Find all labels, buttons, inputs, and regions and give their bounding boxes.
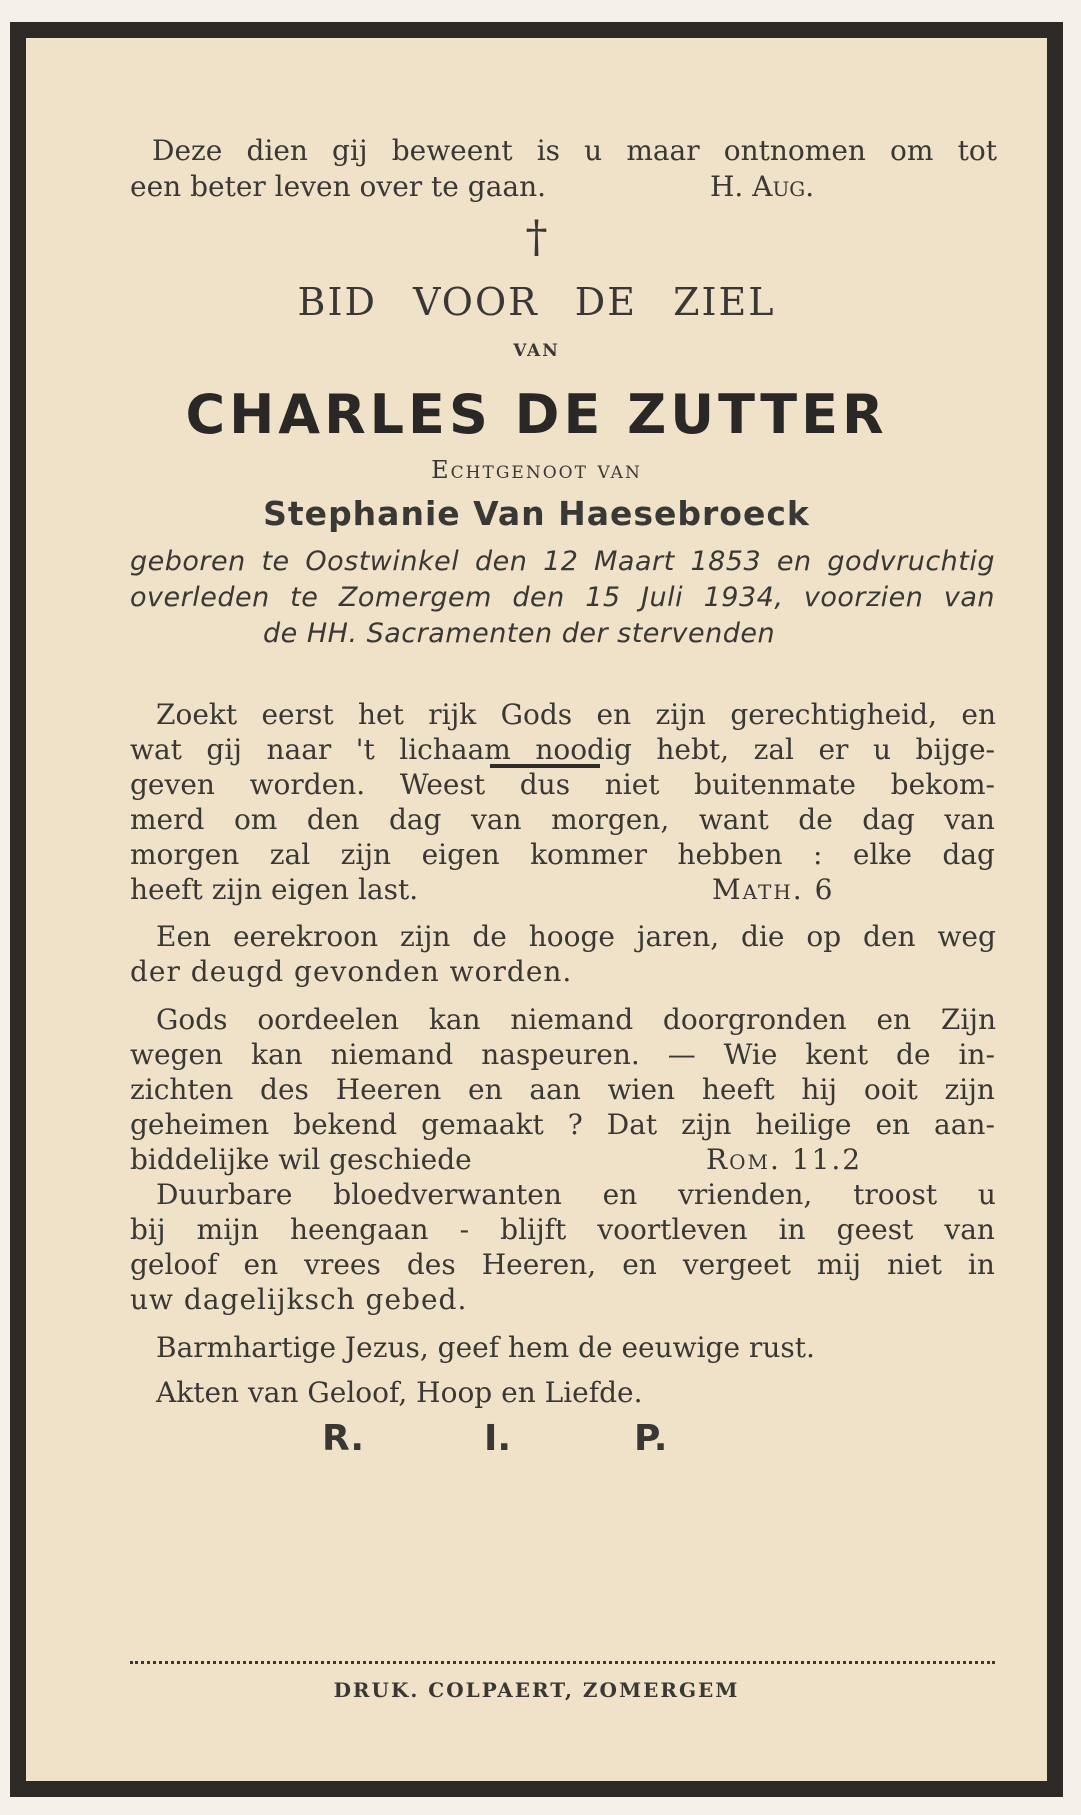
word: naspeuren. — [481, 1038, 640, 1071]
crown-line-1 — [156, 920, 996, 953]
word: want — [698, 803, 769, 836]
word: vergeet — [682, 1248, 791, 1281]
word: dien — [246, 134, 308, 167]
word: ? — [567, 1108, 583, 1141]
word: de — [472, 920, 507, 953]
word: 't — [355, 733, 375, 766]
rom-line-2 — [130, 1038, 995, 1071]
word: gij — [206, 733, 242, 766]
word: tot — [957, 134, 997, 167]
word: het — [358, 698, 404, 731]
word: en — [776, 546, 812, 577]
word: beweent — [391, 134, 513, 167]
deceased-name: CHARLES DE ZUTTER — [185, 383, 888, 446]
word: heengaan — [289, 1213, 429, 1246]
word: kent — [805, 1038, 869, 1071]
word: van — [471, 803, 522, 836]
word: van — [944, 1213, 995, 1246]
math-line-4 — [130, 803, 995, 836]
word: elke — [852, 838, 912, 871]
word: bloedverwanten — [333, 1178, 562, 1211]
word: Wie — [723, 1038, 778, 1071]
math-line-6: heeft zijn eigen last. — [130, 873, 419, 906]
biography-line-2 — [130, 582, 995, 613]
rom-line-1 — [156, 1003, 996, 1036]
word: en — [596, 698, 632, 731]
farewell-line-4: uw dagelijksch gebed. — [130, 1283, 468, 1316]
word: zichten — [130, 1073, 234, 1106]
word: wien — [607, 1073, 676, 1106]
biography-line-1 — [130, 546, 995, 577]
word: des — [260, 1073, 309, 1106]
word: Zoekt — [156, 698, 238, 731]
word: en — [602, 1178, 638, 1211]
word: den — [512, 582, 565, 613]
word: zijn — [340, 838, 392, 871]
crown-line-2: der deugd gevonden worden. — [130, 955, 573, 988]
farewell-line-3 — [130, 1248, 995, 1281]
word: bekom- — [890, 768, 995, 801]
word: Een — [156, 920, 212, 953]
word: buitenmate — [694, 768, 857, 801]
rip-r: R. — [322, 1418, 365, 1459]
word: niet — [604, 768, 660, 801]
prayer-heading: BID VOOR DE ZIEL — [297, 280, 776, 324]
math-source: Math. 6 — [712, 873, 835, 906]
word: zijn — [400, 920, 451, 953]
word: zijn — [681, 1108, 732, 1141]
epigraph-line-2: een beter leven over te gaan. — [130, 170, 547, 203]
prayer-acts: Akten van Geloof, Hoop en Liefde. — [156, 1376, 643, 1409]
word: naar — [266, 733, 332, 766]
word: morgen, — [551, 803, 670, 836]
word: vrees — [304, 1248, 381, 1281]
word: 1934, — [703, 582, 784, 613]
word: voortleven — [597, 1213, 748, 1246]
word: godvruchtig — [827, 546, 995, 577]
word: zijn — [655, 698, 706, 731]
word: eerekroon — [232, 920, 379, 953]
word: heeft — [701, 1073, 775, 1106]
word: zal — [753, 733, 794, 766]
word: gerechtigheid, — [730, 698, 937, 731]
word: ooit — [863, 1073, 918, 1106]
word: u — [977, 1178, 996, 1211]
word: voorzien — [803, 582, 924, 613]
word: niemand — [330, 1038, 454, 1071]
word: Gods — [500, 698, 573, 731]
word: Zomergem — [338, 582, 492, 613]
word: in- — [958, 1038, 995, 1071]
word: den — [306, 803, 360, 836]
word: dag — [942, 838, 995, 871]
word: de — [896, 1038, 931, 1071]
word: op — [806, 920, 842, 953]
word: eigen — [421, 838, 500, 871]
word: doorgronden — [662, 1003, 847, 1036]
word: zijn — [944, 1073, 995, 1106]
math-line-5 — [130, 838, 995, 871]
word: geloof — [130, 1248, 218, 1281]
word: gij — [332, 134, 368, 167]
word: geest — [836, 1213, 914, 1246]
word: wegen — [130, 1038, 224, 1071]
word: geven — [130, 768, 215, 801]
memorial-card — [10, 22, 1063, 1797]
epigraph-line-1 — [152, 134, 997, 167]
word: Heeren, — [481, 1248, 597, 1281]
word: Heeren — [335, 1073, 442, 1106]
prayer-mercy: Barmhartige Jezus, geef hem de eeuwige rust. — [156, 1331, 815, 1364]
word: troost — [853, 1178, 938, 1211]
word: u — [584, 134, 603, 167]
spouse-label: Echtgenoot van — [431, 456, 642, 484]
word: Weest — [399, 768, 486, 801]
word: van — [943, 582, 995, 613]
word: kommer — [530, 838, 647, 871]
word: van — [944, 803, 995, 836]
word: de — [798, 803, 833, 836]
word: vrienden, — [678, 1178, 813, 1211]
epigraph-source: H. Aug. — [710, 170, 815, 203]
dotted-rule — [130, 1661, 995, 1664]
word: hooge — [528, 920, 615, 953]
word: eerst — [261, 698, 334, 731]
rom-source: Rom. 11.2 — [706, 1143, 863, 1176]
word: niemand — [510, 1003, 634, 1036]
word: den — [863, 920, 916, 953]
word: en — [961, 698, 996, 731]
farewell-line-1 — [156, 1178, 996, 1211]
word: — — [667, 1038, 696, 1071]
word: den — [474, 546, 528, 577]
farewell-line-2 — [130, 1213, 995, 1246]
word: dus — [519, 768, 571, 801]
math-line-3 — [130, 768, 995, 801]
word: Maart — [594, 546, 675, 577]
word: niet — [887, 1248, 942, 1281]
rip-i: I. — [484, 1418, 512, 1459]
word: geboren — [130, 546, 246, 577]
word: Oostwinkel — [305, 546, 460, 577]
word: en — [876, 1003, 912, 1036]
word: dag — [862, 803, 915, 836]
word: om — [890, 134, 934, 167]
word: oordeelen — [257, 1003, 400, 1036]
word: hebben — [677, 838, 783, 871]
word: aan- — [934, 1108, 995, 1141]
word: overleden — [130, 582, 270, 613]
word: jaren, — [636, 920, 720, 953]
word: - — [459, 1213, 470, 1246]
word: die — [741, 920, 785, 953]
word: : — [812, 838, 823, 871]
word: mij — [816, 1248, 862, 1281]
biography-line-3: de HH. Sacramenten der stervenden — [263, 618, 776, 649]
word: en — [622, 1248, 657, 1281]
word: er — [818, 733, 849, 766]
word: worden. — [249, 768, 366, 801]
word: om — [233, 803, 278, 836]
word: morgen — [130, 838, 240, 871]
word: rijk — [428, 698, 477, 731]
of-label: VAN — [513, 341, 560, 361]
word: Zijn — [940, 1003, 996, 1036]
word: bijge- — [915, 733, 995, 766]
word: geheimen — [130, 1108, 270, 1141]
word: bekend — [293, 1108, 398, 1141]
word: is — [536, 134, 561, 167]
word: Duurbare — [156, 1178, 293, 1211]
word: ontnomen — [723, 134, 866, 167]
rom-line-4 — [130, 1108, 995, 1141]
rom-line-3 — [130, 1073, 995, 1106]
math-line-2 — [130, 733, 995, 766]
rip-p: P. — [634, 1418, 668, 1459]
word: lichaam — [399, 733, 511, 766]
word: gemaakt — [421, 1108, 544, 1141]
word: heilige — [755, 1108, 852, 1141]
word: zal — [269, 838, 311, 871]
printer-imprint: DRUK. COLPAERT, ZOMERGEM — [333, 1678, 740, 1702]
word: 1853 — [690, 546, 762, 577]
word: en — [875, 1108, 911, 1141]
word: mijn — [196, 1213, 259, 1246]
word: in — [778, 1213, 806, 1246]
word: kan — [428, 1003, 481, 1036]
word: hebt, — [656, 733, 730, 766]
word: hij — [801, 1073, 838, 1106]
math-line-1 — [156, 698, 996, 731]
word: blijft — [500, 1213, 567, 1246]
word: 15 — [585, 582, 621, 613]
word: Juli — [641, 582, 684, 613]
word: Dat — [606, 1108, 658, 1141]
rom-line-5: biddelijke wil geschiede — [130, 1143, 472, 1176]
word: noodig — [535, 733, 632, 766]
word: kan — [250, 1038, 303, 1071]
word: en — [468, 1073, 503, 1106]
word: in — [967, 1248, 995, 1281]
cross-icon: † — [525, 212, 548, 263]
word: dag — [388, 803, 442, 836]
word: aan — [529, 1073, 581, 1106]
spouse-name: Stephanie Van Haesebroeck — [263, 494, 810, 533]
word: te — [290, 582, 319, 613]
word: Deze — [152, 134, 223, 167]
word: maar — [626, 134, 700, 167]
word: 12 — [543, 546, 579, 577]
word: weg — [937, 920, 996, 953]
word: te — [261, 546, 290, 577]
word: des — [406, 1248, 456, 1281]
word: u — [872, 733, 891, 766]
word: wat — [130, 733, 182, 766]
word: merd — [130, 803, 205, 836]
word: en — [243, 1248, 279, 1281]
word: Gods — [156, 1003, 228, 1036]
word: bij — [130, 1213, 166, 1246]
